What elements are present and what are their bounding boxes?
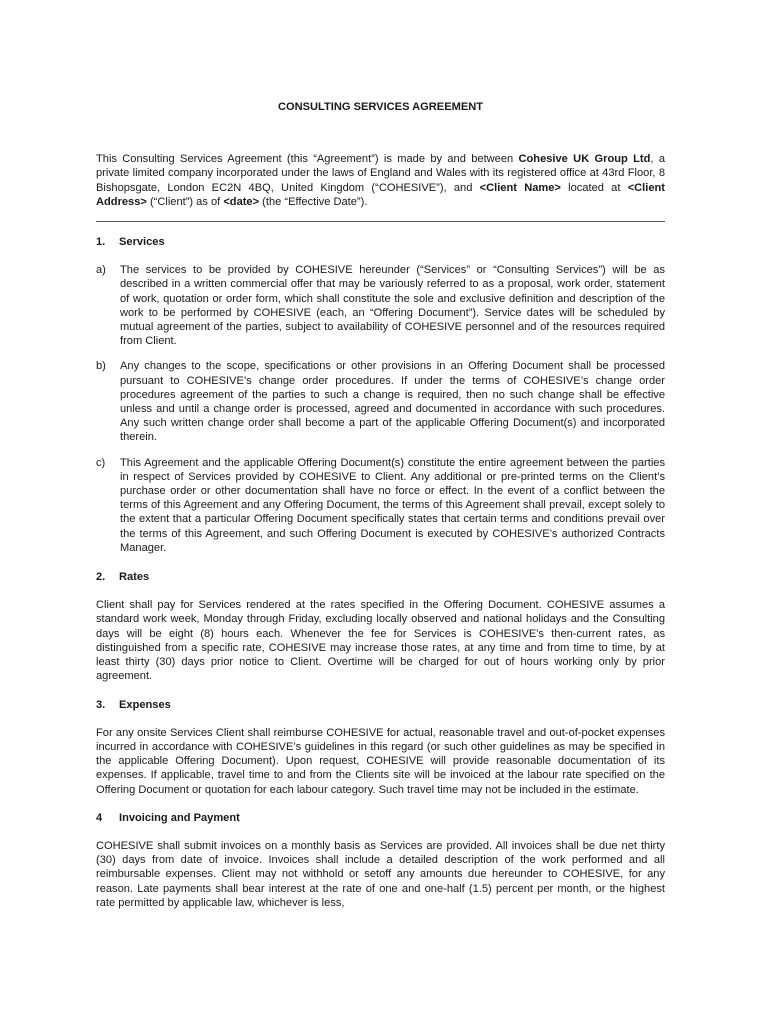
intro-text-1: This Consulting Services Agreement (this “Agreement”) is made by and between: [96, 153, 519, 166]
intro-text-4: (“Client”) as of: [146, 195, 224, 208]
section-title: Rates: [119, 571, 150, 584]
intro-text-5: (the “Effective Date”).: [259, 195, 368, 208]
section-heading-services: [96, 235, 665, 249]
clause-marker: b): [96, 360, 106, 373]
section-title: Services: [119, 236, 165, 249]
section-title: Invoicing and Payment: [119, 811, 240, 824]
section-heading-invoicing: [96, 811, 665, 825]
section-heading-expenses: [96, 698, 665, 712]
section-title: Expenses: [119, 698, 171, 711]
section-heading-rates: [96, 570, 665, 584]
section-number: 3.: [96, 698, 106, 711]
clause-1b: [96, 359, 665, 444]
intro-text-3: located at: [560, 181, 628, 194]
divider: [96, 221, 665, 222]
intro-text-2: , a private limited company incorporated under the laws of England and Wales with its registered office at 43rd Floor, 8 Bishopsgate, London EC2N 4BQ, United Kingdom (“COHESIVE”), and: [96, 153, 665, 194]
section-number: 1.: [96, 236, 106, 249]
client-address-placeholder: <Client Address>: [96, 181, 665, 208]
intro-paragraph: [96, 152, 665, 209]
clause-1c: [96, 456, 665, 555]
clause-text: This Agreement and the applicable Offering Document(s) constitute the entire agreement between the parties in respect of Services provided by COHESIVE to Client. Any additional or pre-printed terms on the Client’s purchase order or other documentation shall have no force or effect. In the event of a conflict between the terms of this Agreement and any Offering Document, the terms of this Agreement shall prevail, except solely to the extent that a particular Offering Document specifically states that certain terms and conditions prevail over the terms of this Agreement, and such Offering Document is executed by COHESIVE’s authorized Contracts Manager.: [120, 456, 665, 554]
invoicing-paragraph: COHESIVE shall submit invoices on a monthly basis as Services are provided. All invoices shall be due net thirty (30) days from date of invoice. Invoices shall include a detailed description of the work performed and all reimbursable expenses. Client may not withhold or setoff any amounts due hereunder to COHESIVE, for any reason. Late payments shall bear interest at the rate of one and one-half (1.5) percent per month, or the highest rate permitted by applicable law, whichever is less,: [96, 839, 665, 909]
section-number: 4: [96, 811, 103, 824]
document-body: [96, 100, 665, 924]
clause-text: The services to be provided by COHESIVE hereunder (“Services” or “Consulting Services”) will be as described in a written commercial offer that may be variously referred to as a proposal, work order, statement of work, quotation or order form, which shall constitute the sole and exclusive definition and description of the work to be performed by COHESIVE (each, an “Offering Document”). Service dates will be scheduled by mutual agreement of the parties, subject to availability of COHESIVE personnel and of the resources required from Client.: [120, 264, 665, 348]
clause-1a: [96, 263, 665, 348]
document-title: CONSULTING SERVICES AGREEMENT: [277, 101, 484, 113]
date-placeholder: <date>: [223, 195, 260, 208]
section-number: 2.: [96, 571, 106, 584]
expenses-paragraph: For any onsite Services Client shall reimburse COHESIVE for actual, reasonable travel and out-of-pocket expenses incurred in accordance with COHESIVE’s guidelines in this regard (or such other guidelines as may be specified in the applicable Offering Document). Upon request, COHESIVE will provide reasonable documentation of its expenses. If applicable, travel time to and from the Clients site will be invoiced at the labour rate specified on the Offering Document or quotation for each labour category. Such travel time may not be included in the estimate.: [96, 726, 665, 796]
clause-marker: c): [96, 456, 106, 469]
clause-marker: a): [96, 264, 106, 277]
client-name-placeholder: <Client Name>: [479, 181, 561, 194]
clause-text: Any changes to the scope, specifications or other provisions in an Offering Document shall be processed pursuant to COHESIVE’s change order procedures. If under the terms of COHESIVE’s change order procedures agreement of the parties to such a change is required, then no such change shall be effective unless and until a change order is processed, agreed and documented in accordance with such procedures. Any such written change order shall become a part of the applicable Offering Document(s) and incorporated therein.: [120, 360, 665, 444]
rates-paragraph: Client shall pay for Services rendered at the rates specified in the Offering Document. COHESIVE assumes a standard work week, Monday through Friday, excluding locally observed and national holidays and the Consulting days will be eight (8) hours each. Whenever the fee for Services is COHESIVE's then-current rates, as distinguished from a specific rate, COHESIVE may increase those rates, at any time and from time to time, by at least thirty (30) days prior notice to Client. Overtime will be charged for out of hours working only by prior agreement.: [96, 599, 665, 683]
company-name: Cohesive UK Group Ltd: [518, 153, 651, 166]
